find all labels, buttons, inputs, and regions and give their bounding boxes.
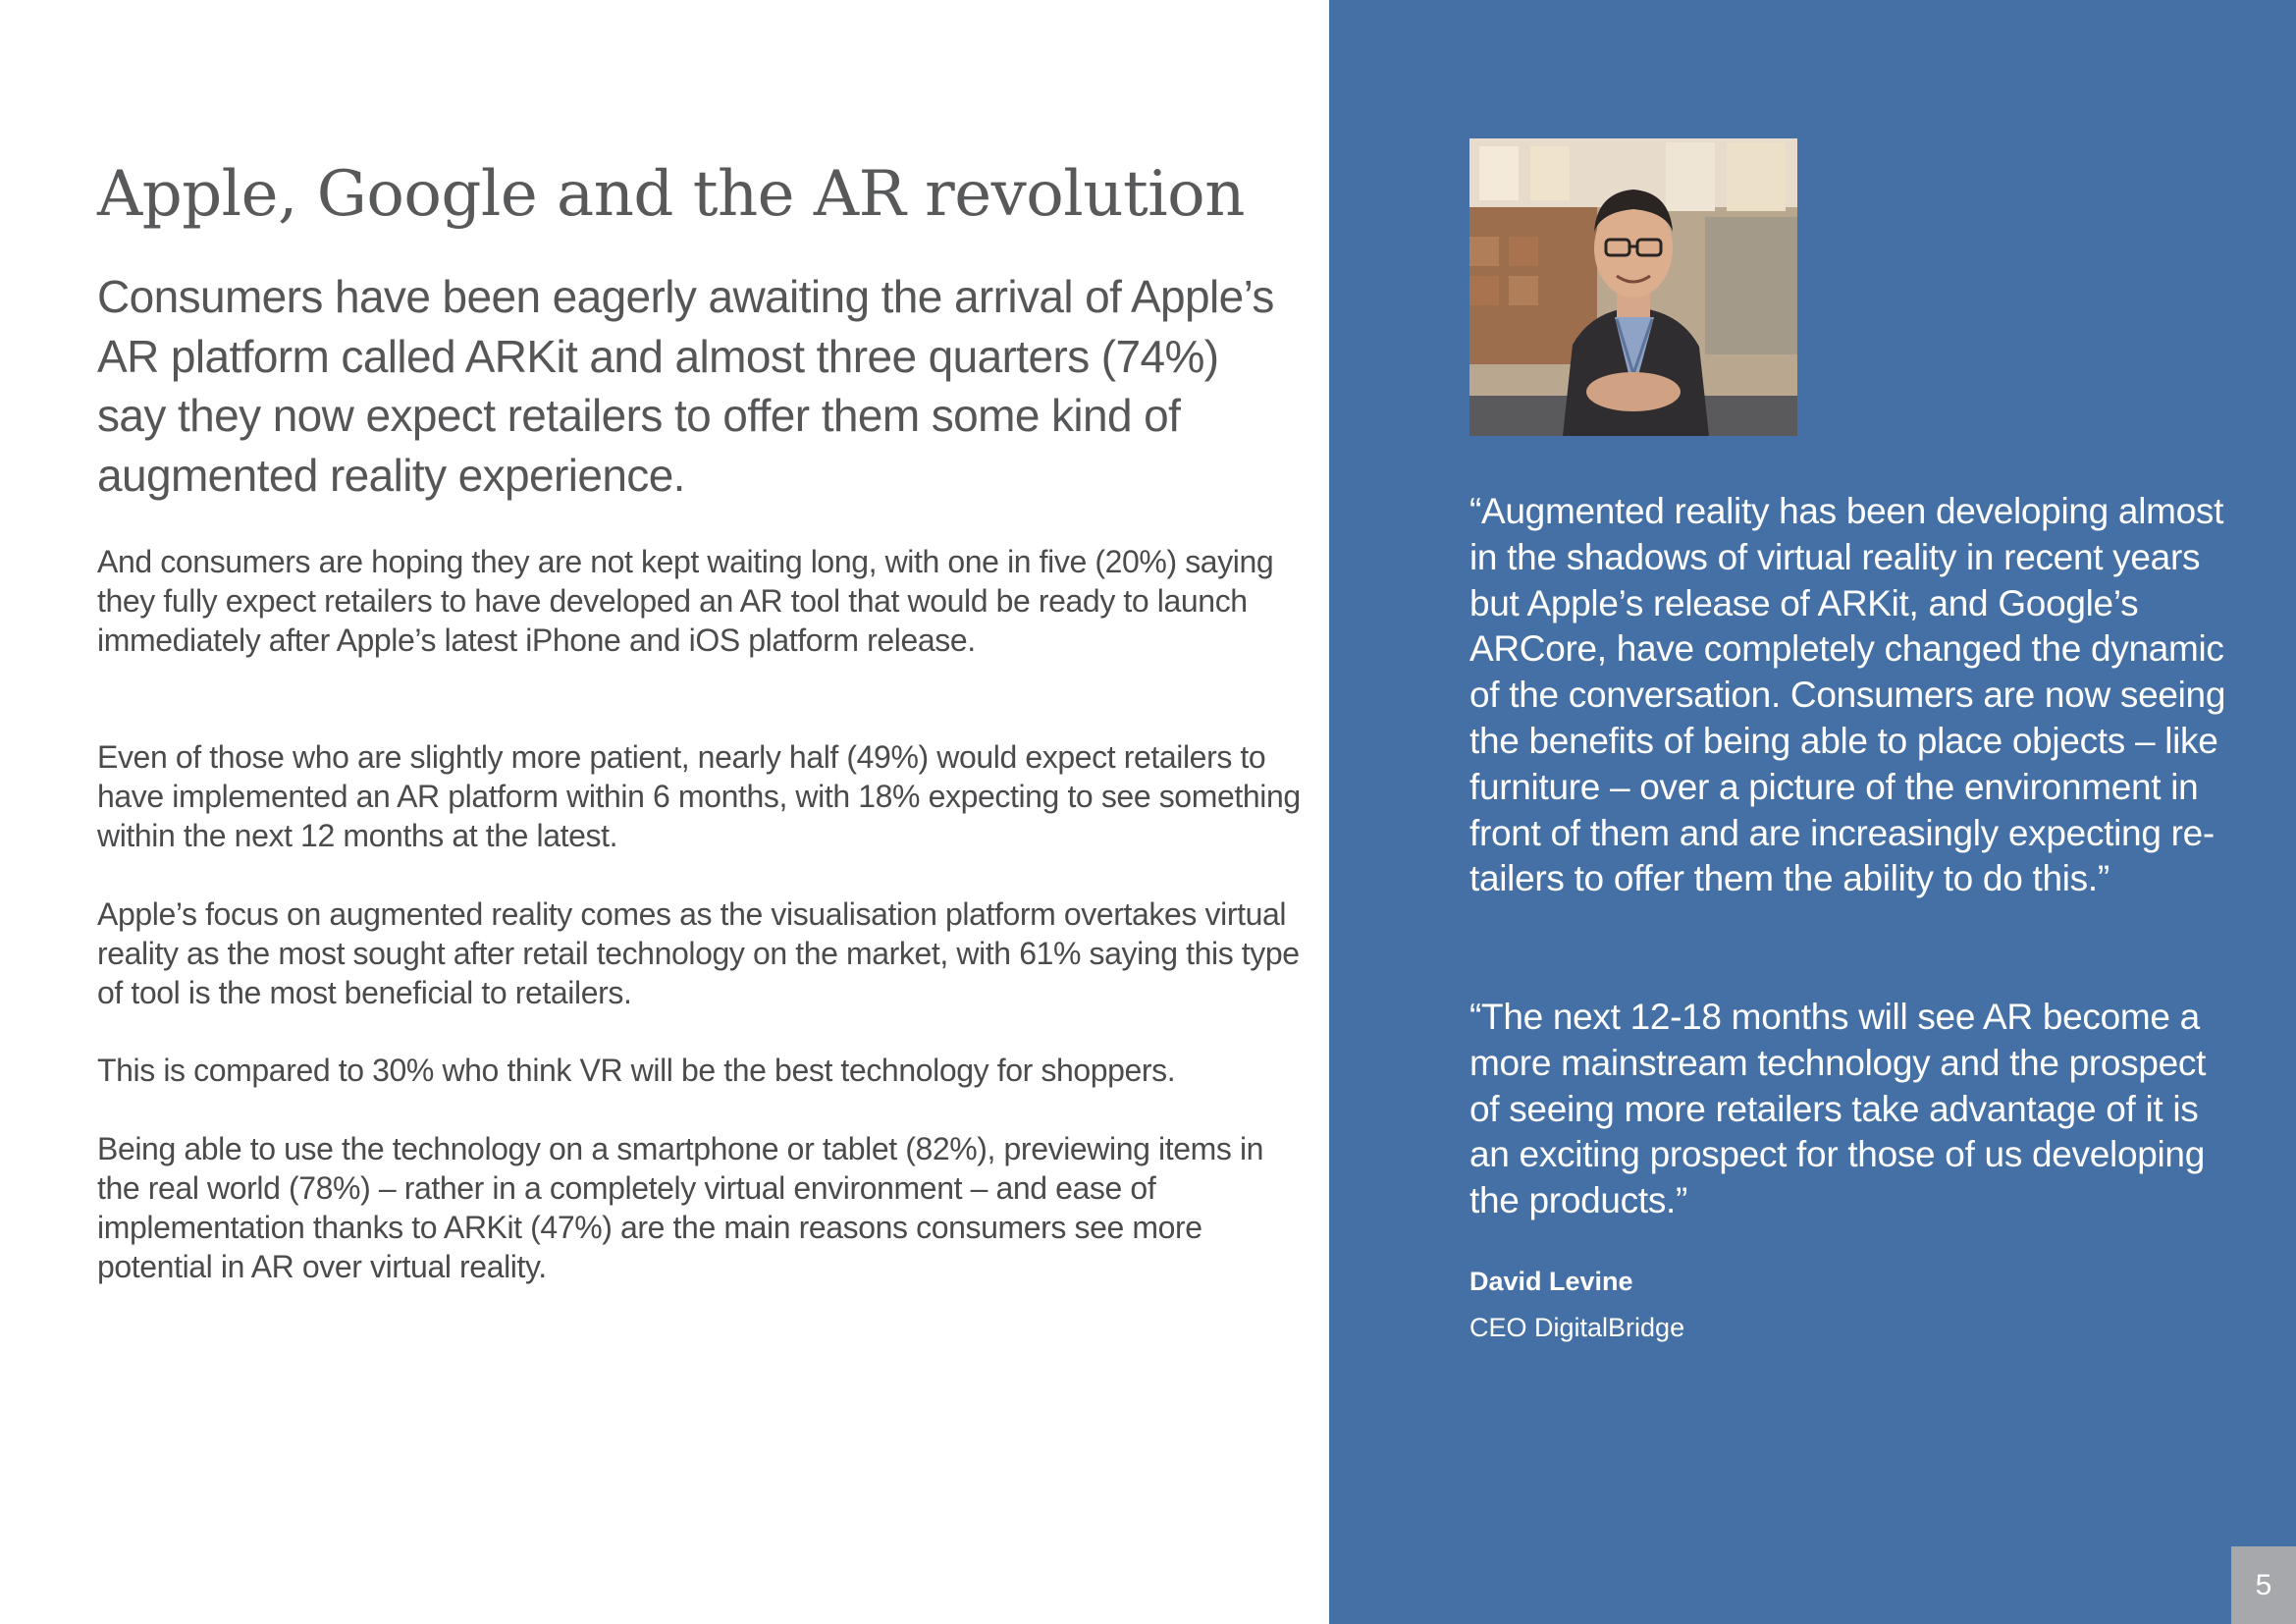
author-portrait bbox=[1469, 138, 1797, 436]
lead-paragraph: Consumers have been eagerly awaiting the arrival of Apple’s AR platform called ARKit and almost three quarters (74%) say they now expect retailers to offer them some kind of augmented reality experience. bbox=[97, 271, 1274, 501]
page-number: 5 bbox=[2255, 1569, 2272, 1601]
author-name: David Levine bbox=[1469, 1267, 1633, 1296]
portrait-illustration bbox=[1469, 138, 1797, 436]
quote-text: “Augmented reality has been developing almost in the shadows of virtual reality in recent years but Apple’s release of ARKit, and Google’s ARCore, have completely changed the dynamic of the conversation. Consumers are now seeing the benefits of being able to place objects – like furniture – over a picture of the environment in front of them and are increasingly expecting re-tailers to offer them the ability to do this.” bbox=[1469, 491, 2226, 899]
quote-panel bbox=[1329, 0, 2296, 1624]
page-number-badge bbox=[2231, 1546, 2296, 1624]
body-paragraph: Even of those who are slightly more patient, nearly half (49%) would expect retailers to have implemented an AR platform within 6 months, with 18% expecting to see something within the next 12 months at the latest. bbox=[97, 739, 1301, 853]
body-paragraph: Apple’s focus on augmented reality comes as the visualisation platform overtakes virtual reality as the most sought after retail technology on the market, with 61% saying this type of tool is the most beneficial to retailers. bbox=[97, 896, 1300, 1010]
body-paragraph: This is compared to 30% who think VR will be the best technology for shoppers. bbox=[97, 1053, 1176, 1088]
page-title: Apple, Google and the AR revolution bbox=[97, 158, 1245, 231]
author-title: CEO DigitalBridge bbox=[1469, 1313, 1685, 1342]
body-paragraph: And consumers are hoping they are not kept waiting long, with one in five (20%) saying they fully expect retailers to have developed an AR tool that would be ready to launch immediately after Apple’s latest iPhone and iOS platform release. bbox=[97, 544, 1274, 658]
body-paragraph: Being able to use the technology on a smartphone or tablet (82%), previewing items in the real world (78%) – rather in a completely virtual environment – and ease of implementation thanks to ARKit (47%) are the main reasons consumers see more potential in AR over virtual reality. bbox=[97, 1131, 1264, 1284]
quote-text: “The next 12-18 months will see AR become a more mainstream technology and the prospect of seeing more retailers take advantage of it is an exciting prospect for those of us developing the products.” bbox=[1469, 997, 2207, 1221]
